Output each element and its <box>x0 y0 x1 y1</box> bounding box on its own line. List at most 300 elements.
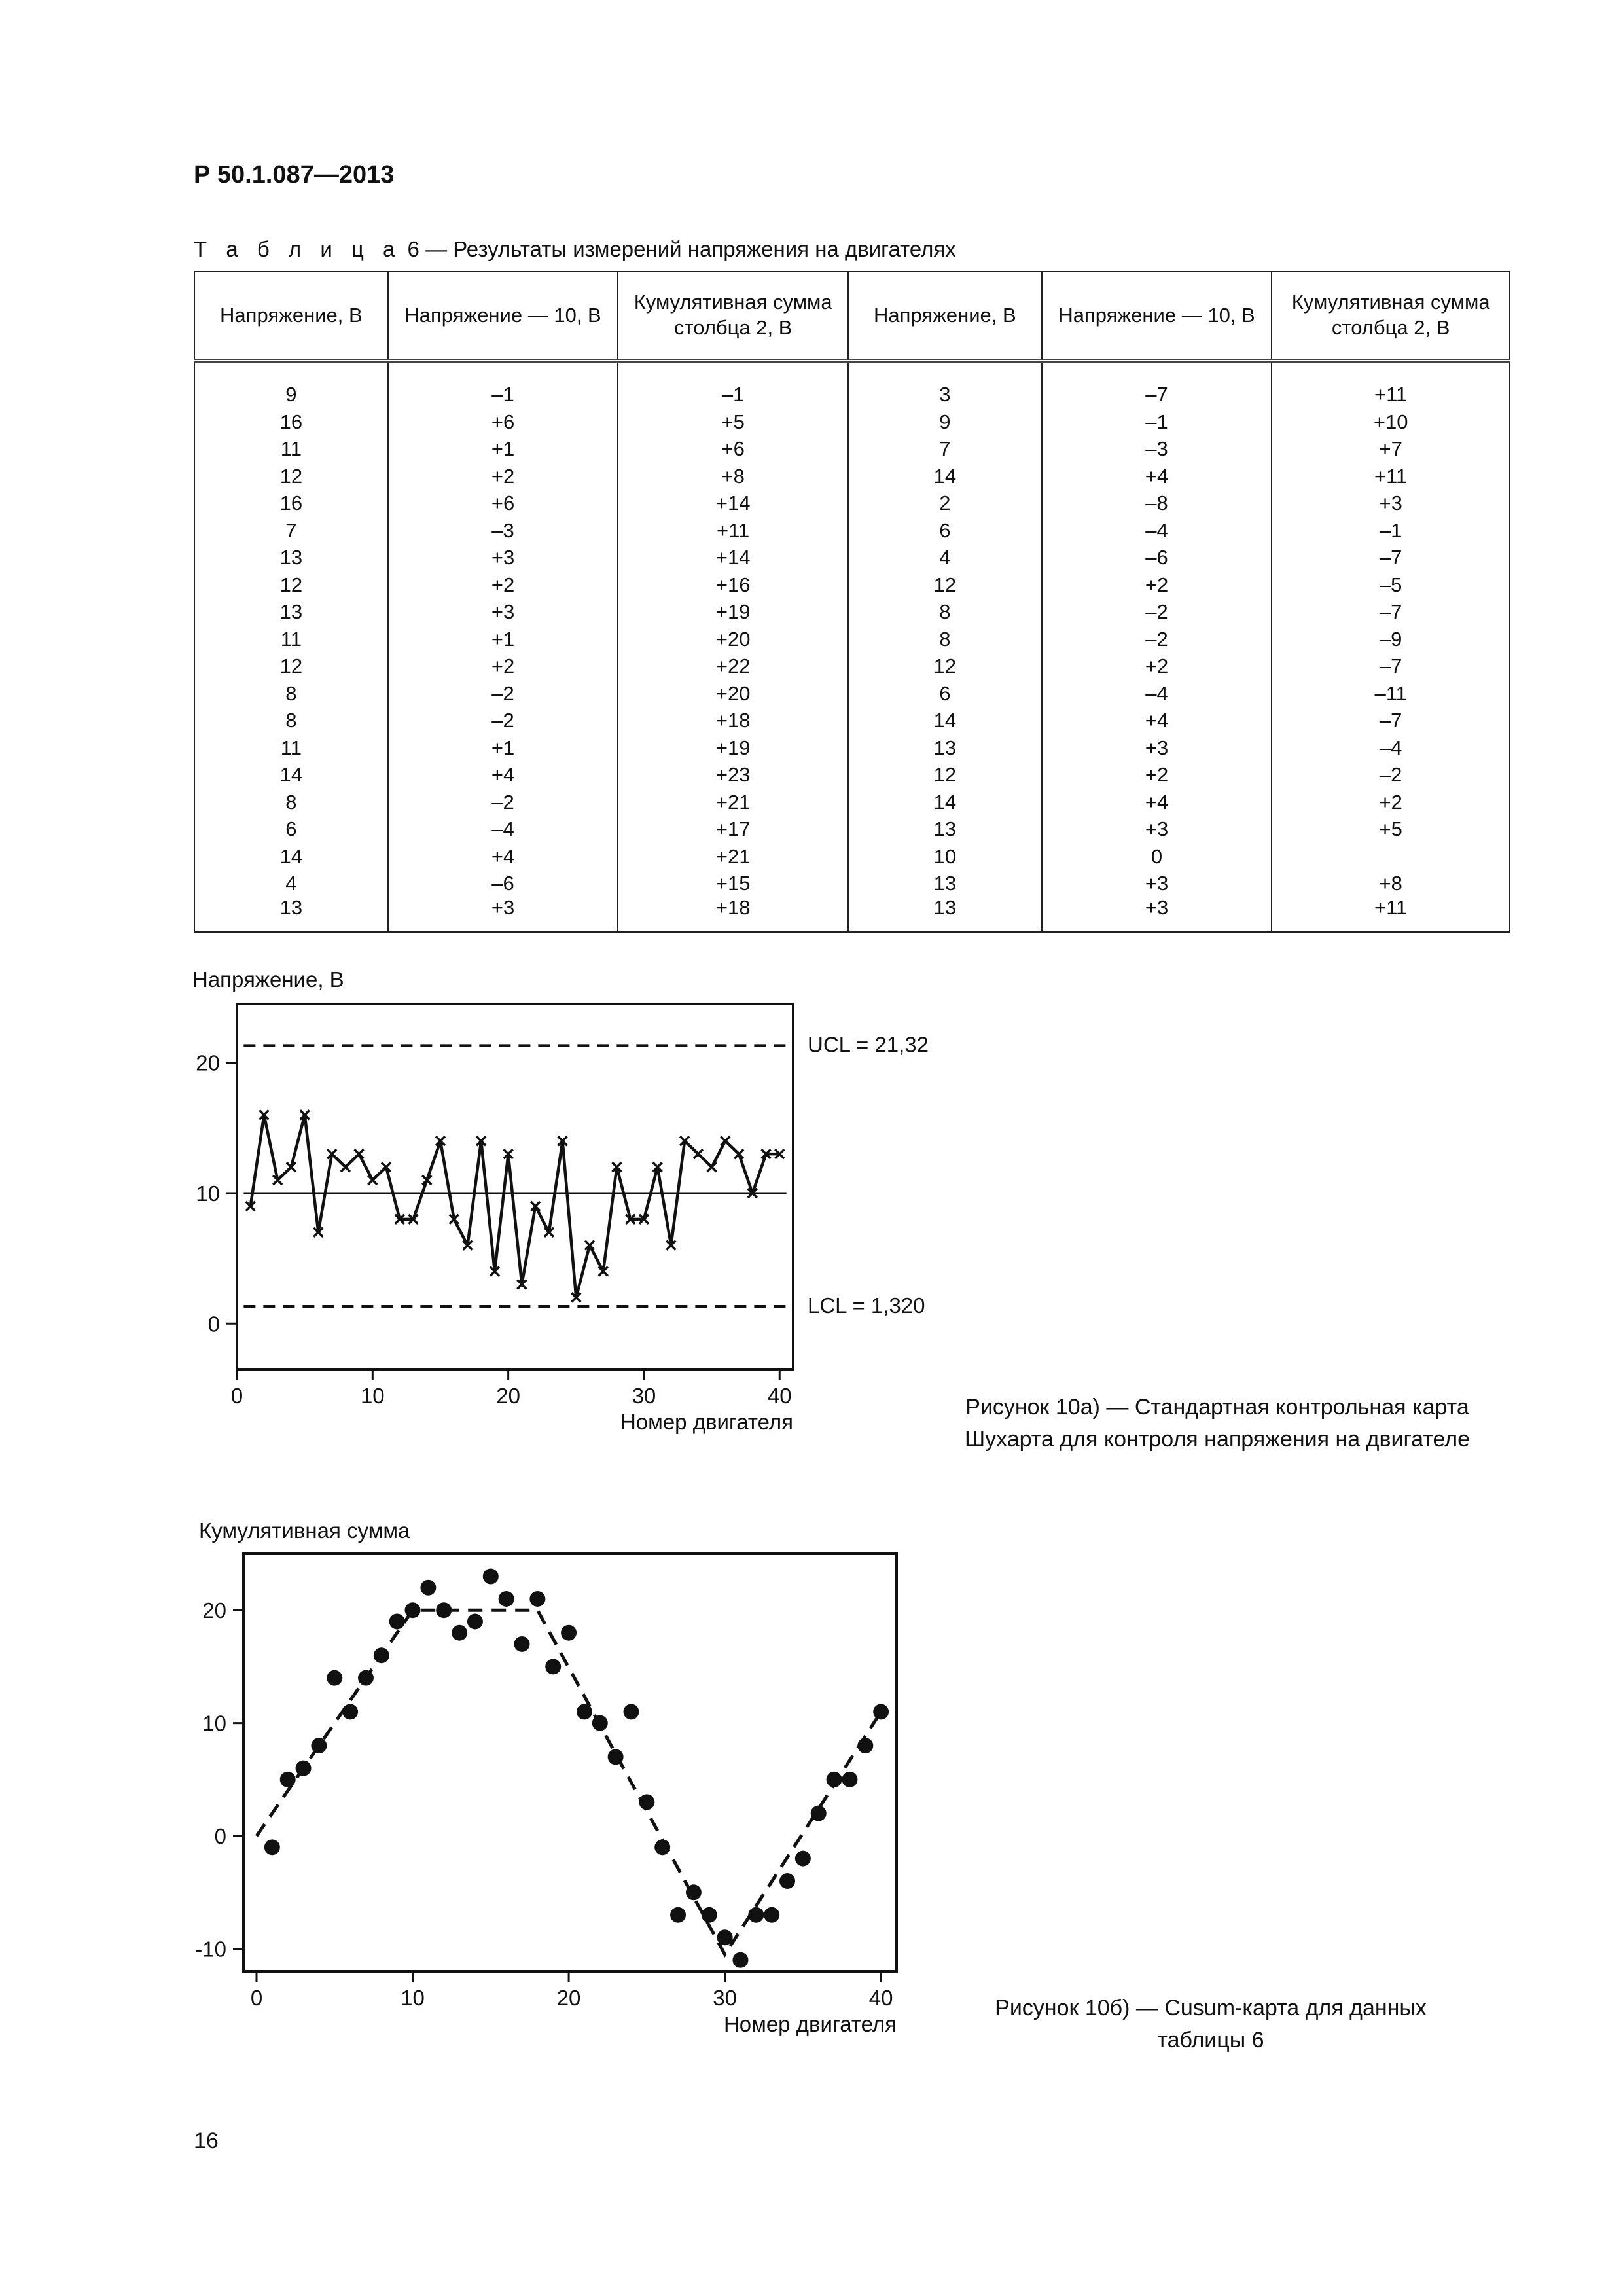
data-point <box>811 1806 827 1821</box>
data-point <box>694 1149 703 1158</box>
data-point-stroke <box>422 1175 431 1185</box>
table-cell: –4 <box>388 816 618 843</box>
data-point <box>342 1704 358 1719</box>
data-point-stroke <box>707 1162 717 1172</box>
data-point <box>654 1839 670 1855</box>
data-point <box>842 1772 857 1787</box>
x-tick-label: 30 <box>713 1986 737 2010</box>
table-cell: 14 <box>194 761 388 789</box>
data-point-stroke <box>368 1175 377 1185</box>
table-cell: +3 <box>1042 734 1272 762</box>
ucl-label: UCL = 21,32 <box>808 1032 929 1057</box>
table-cell: –3 <box>388 517 618 545</box>
table-cell: +4 <box>1042 789 1272 816</box>
table-cell: 14 <box>194 843 388 870</box>
table-row <box>194 463 1510 490</box>
table-cell: 9 <box>848 408 1042 436</box>
table-cell: –11 <box>1272 680 1510 708</box>
data-point-stroke <box>531 1202 540 1211</box>
table-row <box>194 870 1510 897</box>
data-point <box>327 1670 342 1686</box>
table-cell: +1 <box>388 734 618 762</box>
x-axis-label: Номер двигателя <box>723 2012 897 2036</box>
table-cell: –1 <box>1272 517 1510 545</box>
table-header-cell: Кумулятивная сумма столбца 2, В <box>618 272 848 361</box>
table-row <box>194 490 1510 517</box>
table-cell: 13 <box>194 544 388 571</box>
x-tick-label: 40 <box>868 1986 893 2010</box>
table-cell: +19 <box>618 598 848 626</box>
data-point <box>341 1162 350 1172</box>
table-cell: +20 <box>618 626 848 653</box>
data-point <box>612 1162 621 1172</box>
table-cell: –7 <box>1272 707 1510 734</box>
data-point-stroke <box>259 1110 268 1119</box>
table-cell: –7 <box>1042 361 1272 408</box>
data-point <box>517 1280 526 1289</box>
table-cell: 14 <box>848 789 1042 816</box>
data-point <box>608 1749 624 1765</box>
table-cell: 8 <box>194 707 388 734</box>
table-cell: +3 <box>388 897 618 932</box>
document-header: Р 50.1.087—2013 <box>194 161 395 188</box>
data-point <box>680 1136 689 1145</box>
table-cell: –2 <box>388 789 618 816</box>
data-point-stroke <box>762 1149 771 1158</box>
table-header-cell: Напряжение — 10, В <box>388 272 618 361</box>
x-tick-label: 30 <box>632 1384 656 1408</box>
y-tick-label: 20 <box>196 1050 220 1075</box>
table-row <box>194 707 1510 734</box>
data-point-stroke <box>382 1162 391 1172</box>
data-point-stroke <box>246 1202 255 1211</box>
data-point-stroke <box>571 1293 580 1302</box>
data-point <box>721 1136 730 1145</box>
table-cell: –2 <box>388 707 618 734</box>
data-point-stroke <box>721 1136 730 1145</box>
data-point-stroke <box>612 1162 621 1172</box>
figure-10b-caption <box>955 1992 1466 2057</box>
data-point <box>490 1267 499 1276</box>
data-point-stroke <box>571 1293 580 1302</box>
data-point-stroke <box>300 1110 310 1119</box>
data-point <box>313 1228 323 1237</box>
table-row <box>194 598 1510 626</box>
series-line <box>251 1115 780 1297</box>
data-point-stroke <box>517 1280 526 1289</box>
table-cell: +2 <box>388 463 618 490</box>
plot-frame <box>237 1004 793 1369</box>
table-row <box>194 843 1510 870</box>
data-point <box>311 1738 327 1753</box>
data-point <box>504 1149 513 1158</box>
table-header-row <box>194 272 1510 361</box>
data-point-stroke <box>463 1241 472 1250</box>
table-cell: +8 <box>618 463 848 490</box>
data-point <box>531 1202 540 1211</box>
data-point-stroke <box>450 1215 459 1224</box>
table-cell: –6 <box>1042 544 1272 571</box>
data-point <box>873 1704 889 1719</box>
data-point-stroke <box>531 1202 540 1211</box>
table-header-cell: Напряжение — 10, В <box>1042 272 1272 361</box>
data-point-stroke <box>422 1175 431 1185</box>
data-point-stroke <box>476 1136 486 1145</box>
figure-10a-caption-line2: Шухарта для контроля напряжения на двигателе <box>964 1427 1471 1452</box>
table-cell: –9 <box>1272 626 1510 653</box>
data-point <box>545 1659 561 1674</box>
x-tick-label: 10 <box>401 1986 425 2010</box>
table-cell: +18 <box>618 707 848 734</box>
table-row <box>194 571 1510 599</box>
data-point <box>717 1929 733 1945</box>
data-point <box>420 1580 436 1596</box>
table-cell: –1 <box>618 361 848 408</box>
data-point-stroke <box>409 1215 418 1224</box>
x-tick-label: 10 <box>360 1384 385 1408</box>
data-point-stroke <box>680 1136 689 1145</box>
data-point <box>327 1149 336 1158</box>
table-cell: +21 <box>618 843 848 870</box>
data-point-stroke <box>273 1175 282 1185</box>
data-point-stroke <box>368 1175 377 1185</box>
table-cell: 8 <box>194 680 388 708</box>
table-cell: +2 <box>1042 571 1272 599</box>
data-point <box>639 1794 654 1810</box>
y-axis-label: Напряжение, В <box>192 967 344 992</box>
table-cell: +6 <box>618 435 848 463</box>
data-point-stroke <box>558 1136 567 1145</box>
data-point-stroke <box>259 1110 268 1119</box>
table-cell: +3 <box>1042 897 1272 932</box>
table-cell: +1 <box>388 626 618 653</box>
table-caption-prefix: Т а б л и ц а <box>194 237 402 261</box>
table-cell: +17 <box>618 816 848 843</box>
table-cell: 12 <box>194 571 388 599</box>
data-point-stroke <box>653 1162 662 1172</box>
data-point <box>405 1602 421 1618</box>
data-point <box>544 1228 554 1237</box>
table-cell: +19 <box>618 734 848 762</box>
data-point-stroke <box>775 1149 784 1158</box>
data-point <box>599 1267 608 1276</box>
table-cell: +8 <box>1272 870 1510 897</box>
data-point <box>389 1613 405 1629</box>
table-cell: 13 <box>848 870 1042 897</box>
data-point-stroke <box>585 1241 594 1250</box>
data-point-stroke <box>639 1215 649 1224</box>
x-axis-label: Номер двигателя <box>620 1410 793 1434</box>
table-cell: +10 <box>1272 408 1510 436</box>
data-point-stroke <box>748 1189 757 1198</box>
table-cell: +2 <box>1272 789 1510 816</box>
table-header-cell: Кумулятивная сумма столбца 2, В <box>1272 272 1510 361</box>
table-cell: +3 <box>1042 816 1272 843</box>
table-cell: –2 <box>1272 761 1510 789</box>
table-row <box>194 544 1510 571</box>
data-point-stroke <box>762 1149 771 1158</box>
data-point <box>358 1670 374 1686</box>
data-point <box>280 1772 296 1787</box>
table-cell: 7 <box>194 517 388 545</box>
data-point <box>653 1162 662 1172</box>
table-cell: +4 <box>388 843 618 870</box>
table-header-cell: Напряжение, В <box>194 272 388 361</box>
data-point <box>577 1704 592 1719</box>
data-point <box>287 1162 296 1172</box>
data-point <box>762 1149 771 1158</box>
y-tick-label: 20 <box>202 1598 226 1623</box>
data-point-stroke <box>544 1228 554 1237</box>
table-cell: +3 <box>1272 490 1510 517</box>
data-point-stroke <box>666 1241 675 1250</box>
data-point-stroke <box>395 1215 404 1224</box>
page-number: 16 <box>194 2128 219 2153</box>
data-point-stroke <box>341 1162 350 1172</box>
data-point <box>795 1851 811 1867</box>
table-row <box>194 361 1510 408</box>
data-point-stroke <box>626 1215 635 1224</box>
data-point-stroke <box>775 1149 784 1158</box>
table-cell: +3 <box>388 598 618 626</box>
table-row <box>194 761 1510 789</box>
trend-line <box>257 1610 881 1954</box>
table-cell: 14 <box>848 463 1042 490</box>
table-cell: –7 <box>1272 598 1510 626</box>
data-point-stroke <box>300 1110 310 1119</box>
data-point <box>463 1241 472 1250</box>
table-cell: 4 <box>194 870 388 897</box>
table-cell: +4 <box>1042 463 1272 490</box>
data-point-stroke <box>721 1136 730 1145</box>
table-cell: –4 <box>1272 734 1510 762</box>
table-cell: –3 <box>1042 435 1272 463</box>
table-cell: +21 <box>618 789 848 816</box>
data-point <box>422 1175 431 1185</box>
table-cell: 3 <box>848 361 1042 408</box>
data-point-stroke <box>666 1241 675 1250</box>
table-cell: 4 <box>848 544 1042 571</box>
data-point <box>732 1952 748 1968</box>
table-cell <box>1272 843 1510 870</box>
table-cell: 8 <box>848 626 1042 653</box>
data-point <box>436 1602 452 1618</box>
table-cell: +11 <box>618 517 848 545</box>
data-point-stroke <box>599 1267 608 1276</box>
data-point-stroke <box>463 1241 472 1250</box>
table-caption <box>194 237 956 262</box>
x-tick-label: 20 <box>496 1384 520 1408</box>
data-point-stroke <box>544 1228 554 1237</box>
table-cell: –2 <box>388 680 618 708</box>
data-point <box>436 1136 445 1145</box>
figure-10a-caption-line1: Рисунок 10а) — Стандартная контрольная карта <box>965 1395 1469 1420</box>
data-point-stroke <box>355 1149 364 1158</box>
y-tick-label: 0 <box>214 1824 226 1849</box>
table-cell: 10 <box>848 843 1042 870</box>
table-caption-text: 6 — Результаты измерений напряжения на двигателях <box>407 237 956 261</box>
data-point-stroke <box>476 1136 486 1145</box>
table-cell: +11 <box>1272 897 1510 932</box>
data-point <box>374 1647 389 1663</box>
data-point <box>670 1907 686 1923</box>
table-cell: +5 <box>618 408 848 436</box>
table-cell: +2 <box>1042 761 1272 789</box>
table-row <box>194 626 1510 653</box>
table-cell: –5 <box>1272 571 1510 599</box>
table-row <box>194 517 1510 545</box>
data-point-stroke <box>585 1241 594 1250</box>
table-cell: 12 <box>194 463 388 490</box>
table-cell: 11 <box>194 626 388 653</box>
table-cell: +2 <box>388 571 618 599</box>
table-cell: 6 <box>194 816 388 843</box>
lcl-label: LCL = 1,320 <box>808 1293 925 1318</box>
data-point-stroke <box>395 1215 404 1224</box>
table-cell: 13 <box>194 897 388 932</box>
table-cell: +20 <box>618 680 848 708</box>
table-row <box>194 680 1510 708</box>
data-point-stroke <box>287 1162 296 1172</box>
table-cell: –2 <box>1042 598 1272 626</box>
data-point <box>355 1149 364 1158</box>
data-point <box>857 1738 873 1753</box>
data-point <box>707 1162 717 1172</box>
data-point-stroke <box>504 1149 513 1158</box>
table-cell: 0 <box>1042 843 1272 870</box>
data-point-stroke <box>327 1149 336 1158</box>
table-cell: 12 <box>848 653 1042 680</box>
table-row <box>194 408 1510 436</box>
data-point-stroke <box>409 1215 418 1224</box>
data-point-stroke <box>436 1136 445 1145</box>
data-point <box>702 1907 717 1923</box>
x-tick-label: 0 <box>250 1986 263 2010</box>
data-point-stroke <box>273 1175 282 1185</box>
table-cell: 11 <box>194 734 388 762</box>
table-cell: 8 <box>848 598 1042 626</box>
data-point-stroke <box>639 1215 649 1224</box>
table-cell: 13 <box>848 816 1042 843</box>
table-cell: +18 <box>618 897 848 932</box>
data-point <box>592 1715 608 1731</box>
data-point <box>450 1215 459 1224</box>
figure-10b-caption-line1: Рисунок 10б) — Cusum-карта для данных <box>995 1996 1427 2020</box>
data-point-stroke <box>490 1267 499 1276</box>
data-point <box>779 1873 795 1889</box>
table-cell: +14 <box>618 544 848 571</box>
data-point <box>748 1907 764 1923</box>
data-point-stroke <box>680 1136 689 1145</box>
data-point <box>452 1625 467 1641</box>
measurement-table <box>194 271 1510 933</box>
data-point <box>764 1907 779 1923</box>
table-row <box>194 653 1510 680</box>
data-point-stroke <box>734 1149 743 1158</box>
data-point <box>571 1293 580 1302</box>
table-cell: 11 <box>194 435 388 463</box>
data-point-stroke <box>626 1215 635 1224</box>
data-point-stroke <box>382 1162 391 1172</box>
table-cell: +2 <box>1042 653 1272 680</box>
table-cell: 8 <box>194 789 388 816</box>
table-cell: –7 <box>1272 544 1510 571</box>
table-cell: –7 <box>1272 653 1510 680</box>
figure-10a-caption <box>910 1391 1525 1456</box>
data-point <box>514 1636 530 1652</box>
table-cell: 13 <box>194 598 388 626</box>
table-cell: +4 <box>1042 707 1272 734</box>
data-point <box>558 1136 567 1145</box>
x-tick-label: 20 <box>556 1986 581 2010</box>
table-cell: 2 <box>848 490 1042 517</box>
data-point <box>409 1215 418 1224</box>
data-point <box>395 1215 404 1224</box>
data-point-stroke <box>707 1162 717 1172</box>
table-cell: 6 <box>848 517 1042 545</box>
data-point-stroke <box>599 1267 608 1276</box>
table-cell: 12 <box>848 761 1042 789</box>
data-point-stroke <box>313 1228 323 1237</box>
data-point-stroke <box>327 1149 336 1158</box>
data-point <box>476 1136 486 1145</box>
table-cell: +4 <box>388 761 618 789</box>
x-tick-label: 40 <box>767 1384 792 1408</box>
table-row <box>194 789 1510 816</box>
data-point-stroke <box>246 1202 255 1211</box>
table-header-cell: Напряжение, В <box>848 272 1042 361</box>
table-cell: –2 <box>1042 626 1272 653</box>
data-point-stroke <box>341 1162 350 1172</box>
table-cell: 16 <box>194 408 388 436</box>
data-point <box>561 1625 577 1641</box>
table-cell: +3 <box>1042 870 1272 897</box>
data-point <box>686 1884 702 1900</box>
table-cell: –8 <box>1042 490 1272 517</box>
table-cell: +1 <box>388 435 618 463</box>
table-cell: 6 <box>848 680 1042 708</box>
table-cell: +23 <box>618 761 848 789</box>
table-body <box>194 361 1510 932</box>
data-point <box>666 1241 675 1250</box>
data-point-stroke <box>490 1267 499 1276</box>
table-cell: 16 <box>194 490 388 517</box>
table-cell: +5 <box>1272 816 1510 843</box>
table-cell: 13 <box>848 897 1042 932</box>
table-cell: +6 <box>388 490 618 517</box>
data-point-stroke <box>355 1149 364 1158</box>
table-row <box>194 435 1510 463</box>
table-cell: +2 <box>388 653 618 680</box>
data-point <box>748 1189 757 1198</box>
figure-10b-caption-line2: таблицы 6 <box>1157 2028 1264 2053</box>
plot-frame <box>243 1554 897 1971</box>
table-cell: 13 <box>848 734 1042 762</box>
table-cell: +11 <box>1272 463 1510 490</box>
x-tick-label: 0 <box>230 1384 243 1408</box>
table-cell: +14 <box>618 490 848 517</box>
table-cell: 12 <box>194 653 388 680</box>
data-point-stroke <box>313 1228 323 1237</box>
table-row <box>194 734 1510 762</box>
data-point-stroke <box>734 1149 743 1158</box>
table-cell: 7 <box>848 435 1042 463</box>
data-point <box>273 1175 282 1185</box>
data-point <box>300 1110 310 1119</box>
data-point-stroke <box>558 1136 567 1145</box>
table-cell: 9 <box>194 361 388 408</box>
table-cell: 12 <box>848 571 1042 599</box>
